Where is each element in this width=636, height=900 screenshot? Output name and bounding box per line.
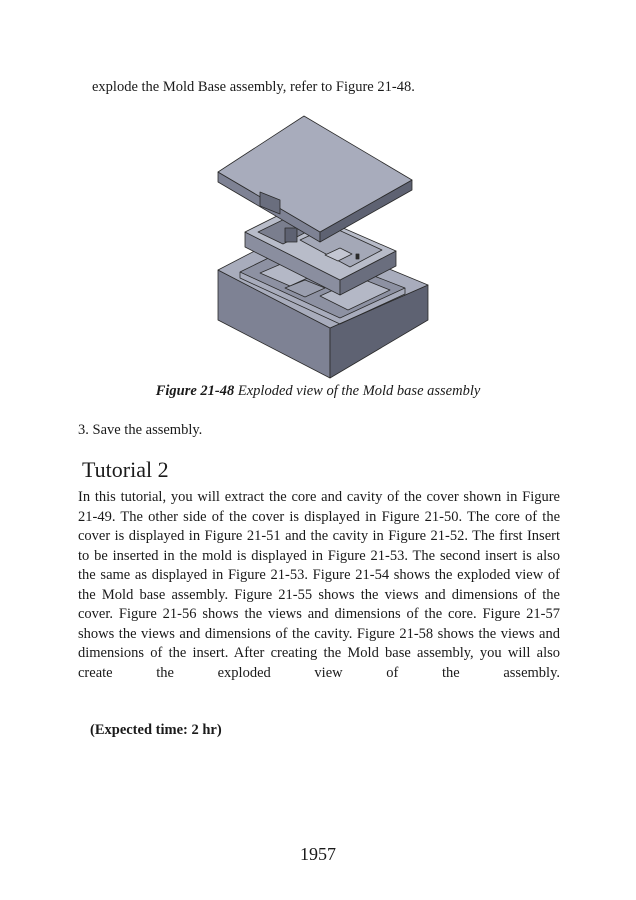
- figure-caption-text: Exploded view of the Mold base assembly: [234, 383, 481, 399]
- step-save-assembly: 3. Save the assembly.: [78, 422, 203, 438]
- page-number: 1957: [300, 844, 336, 864]
- tutorial-description: In this tutorial, you will extract the core and cavity of the cover shown in Figure 21-49. The other side of the cover is displayed in Figure 21-50. The core of the cover is displayed in Figure 21-51 and the cavity in Figure 21-52. The first Insert to be inserted in the mold is displayed in Figure 21-53. The second insert is also the same as displayed in Figure 21-53. Figure 21-54 shows the exploded view of the Mold base assembly. Figure 21-55 shows the views and dimensions of the cover. Figure 21-56 shows the views and dimensions of the core. Figure 21-57 shows the views and dimensions of the cavity. Figure 21-58 shows the views and dimensions of the insert. After creating the Mold base assembly, you will also create the exploded view of the assembly.: [78, 489, 560, 681]
- top-plate-top-face: [218, 116, 412, 232]
- figure-caption-label: Figure 21-48: [155, 383, 235, 399]
- expected-time: (Expected time: 2 hr): [90, 722, 222, 738]
- figure-mold-base-exploded: [200, 110, 440, 385]
- figure-caption: [0, 381, 636, 401]
- section-heading: Tutorial 2: [82, 457, 169, 482]
- mold-base-illustration: [200, 110, 440, 385]
- intro-line: explode the Mold Base assembly, refer to Figure 21-48.: [92, 79, 415, 95]
